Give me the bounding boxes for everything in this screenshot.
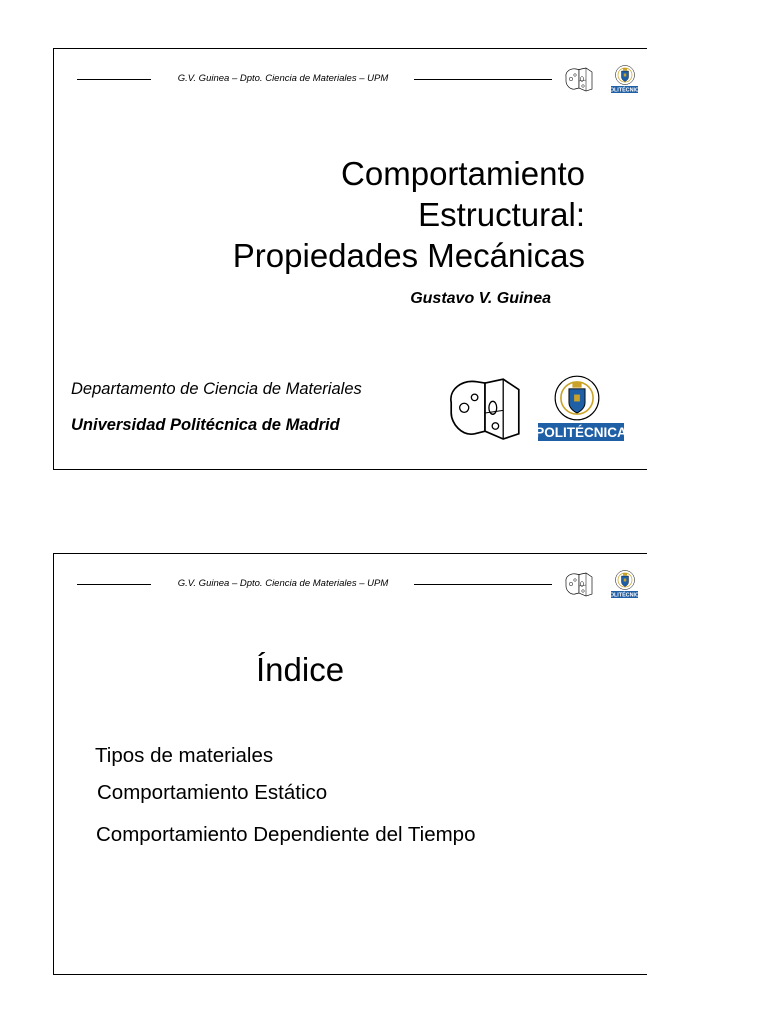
list-item: Comportamiento Estático: [97, 781, 328, 804]
mechanical-part-icon: [566, 573, 592, 596]
department-name: Departamento de Ciencia de Materiales: [71, 380, 362, 398]
upm-logo-large: [446, 372, 626, 442]
politecnica-label: POLITÉCNICA: [535, 425, 627, 440]
upm-logo-small: [564, 570, 643, 599]
slide-title: [53, 48, 647, 470]
list-item: Comportamiento Dependiente del Tiempo: [96, 823, 476, 846]
header-rule-left: [77, 79, 151, 80]
header-rule-left: [77, 584, 151, 585]
university-name: Universidad Politécnica de Madrid: [71, 416, 340, 434]
crest-icon: [616, 571, 635, 590]
upm-logo-small: [564, 65, 643, 94]
politecnica-label: POLITÉCNICA: [606, 592, 643, 599]
mechanical-part-icon: [451, 379, 519, 439]
header-rule-right: [414, 79, 552, 80]
slide-title-heading: [105, 153, 585, 276]
slide-index: [53, 553, 647, 975]
title-line-1: Comportamiento: [341, 155, 585, 192]
crest-icon: [616, 66, 635, 85]
title-line-2: Estructural:: [418, 196, 585, 233]
header-rule-right: [414, 584, 552, 585]
list-item: Tipos de materiales: [95, 744, 274, 767]
crest-icon: [555, 376, 599, 420]
header-text: G.V. Guinea – Dpto. Ciencia de Materiales – UPM: [177, 73, 389, 84]
header-text: G.V. Guinea – Dpto. Ciencia de Materiales – UPM: [177, 578, 389, 589]
politecnica-label: POLITÉCNICA: [606, 87, 643, 94]
index-title: Índice: [256, 651, 345, 688]
author-name: Gustavo V. Guinea: [410, 290, 551, 307]
title-line-3: Propiedades Mecánicas: [232, 237, 585, 274]
mechanical-part-icon: [566, 68, 592, 91]
